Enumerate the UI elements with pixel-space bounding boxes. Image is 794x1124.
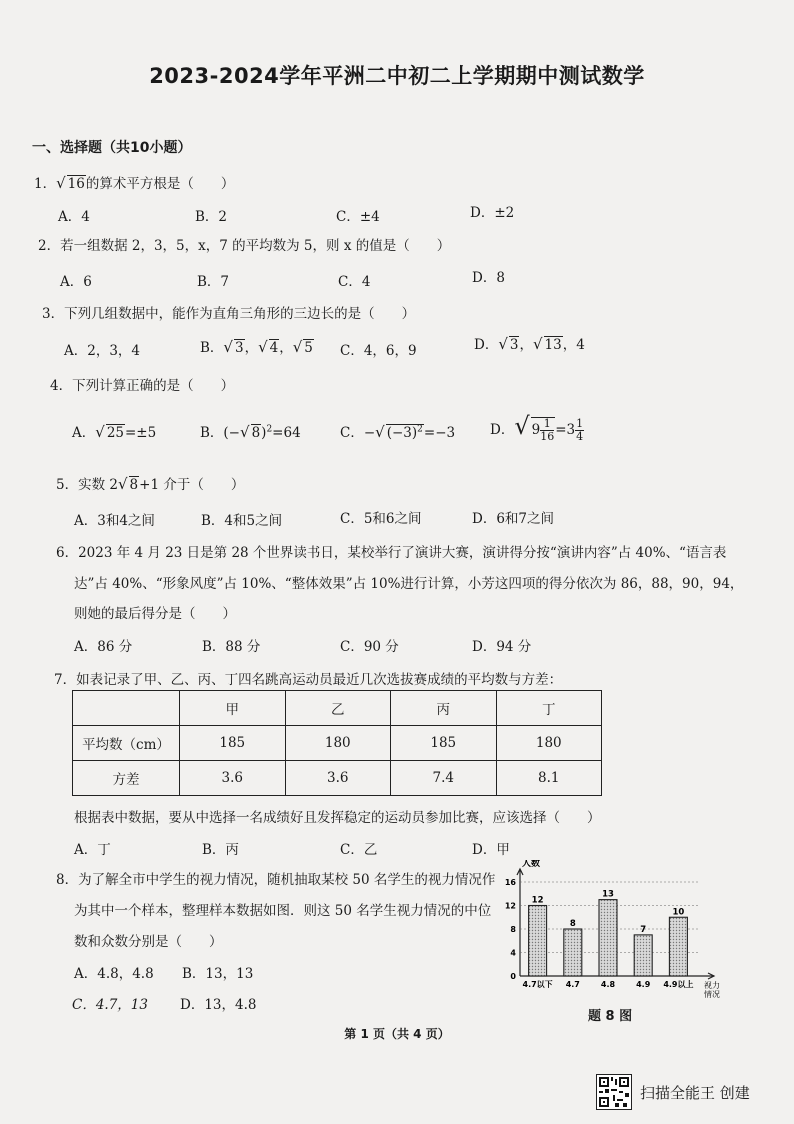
question-3: 3．下列几组数据中，能作为直角三角形的三边长的是（ ） bbox=[42, 306, 416, 322]
bar-data-label: 8 bbox=[569, 919, 576, 929]
question-5: 5．实数 2√ 8+1 介于（ ） bbox=[56, 475, 245, 493]
table-cell: 180 bbox=[496, 726, 602, 761]
table-row bbox=[73, 691, 602, 726]
x-tick-label: 4.7 bbox=[565, 980, 580, 989]
q2-option-d: D．8 bbox=[472, 270, 505, 286]
table-header-cell: 乙 bbox=[285, 691, 391, 726]
q1-option-b: B．2 bbox=[195, 209, 228, 225]
scanner-watermark: 扫描全能王 创建 bbox=[640, 1084, 750, 1102]
q7-option-a: A．丁 bbox=[74, 842, 111, 858]
question-8-line-2: 为其中一个样本，整理样本数据如图．则这 50 名学生视力情况的中位 bbox=[74, 903, 492, 919]
table-row-label: 平均数（cm） bbox=[73, 726, 180, 761]
table-row bbox=[73, 761, 602, 796]
bar-data-label: 7 bbox=[640, 924, 647, 935]
sqrt-symbol: √ bbox=[56, 174, 66, 192]
y-tick-label: 12 bbox=[504, 901, 516, 911]
q7-table bbox=[72, 690, 602, 796]
bar-chart-svg bbox=[498, 860, 730, 1000]
figure-caption: 题 8 图 bbox=[588, 1009, 633, 1024]
q1-option-d: D．±2 bbox=[470, 205, 515, 221]
q8-option-a: A．4.8，4.8 bbox=[74, 966, 154, 982]
page-footer: 第 1 页（共 4 页） bbox=[344, 1027, 450, 1041]
q4-option-d: D．√ 9 $\frac{1}{16}$ =3 $\frac{1}{4}$ bbox=[490, 412, 584, 443]
q4-option-b: B．(−√ 8)$^2$=64 bbox=[200, 423, 301, 441]
table-header-cell: 丙 bbox=[391, 691, 497, 726]
question-7: 7．如表记录了甲、乙、丙、丁四名跳高运动员最近几次选拔赛成绩的平均数与方差： bbox=[54, 672, 563, 688]
table-row-label: 方差 bbox=[73, 761, 180, 796]
q6-option-b: B．88 分 bbox=[202, 639, 261, 655]
table-cell: 185 bbox=[180, 726, 286, 761]
x-tick-label: 4.8 bbox=[600, 980, 616, 989]
table-cell: 185 bbox=[391, 726, 497, 761]
q5-option-d: D．6和7之间 bbox=[472, 511, 555, 527]
q8-option-c: C．4.7，13 bbox=[72, 997, 148, 1013]
bar bbox=[564, 929, 582, 976]
y-tick-label: 0 bbox=[510, 972, 516, 981]
q2-option-b: B．7 bbox=[197, 274, 230, 290]
table-corner-cell bbox=[73, 691, 180, 726]
q3-option-a: A．2，3，4 bbox=[64, 343, 141, 359]
q6-option-a: A．86 分 bbox=[74, 639, 133, 655]
q8-bar-chart bbox=[498, 860, 730, 1000]
table-cell: 7.4 bbox=[391, 761, 497, 796]
q7-option-d: D．甲 bbox=[472, 842, 510, 858]
question-1: 1．√ 16的算术平方根是（ ） bbox=[34, 174, 235, 192]
question-7-followup: 根据表中数据，要从中选择一名成绩好且发挥稳定的运动员参加比赛，应该选择（ ） bbox=[74, 810, 601, 826]
q2-option-a: A．6 bbox=[60, 274, 92, 290]
q4-option-c: C．−√ $(-3)^2=-3$ bbox=[340, 423, 456, 441]
q5-option-c: C．5和6之间 bbox=[340, 511, 422, 527]
q5-option-b: B．4和5之间 bbox=[201, 513, 283, 529]
q8-option-b: B．13，13 bbox=[182, 966, 254, 982]
x-tick-label: 4.7以下 bbox=[522, 980, 553, 989]
bar bbox=[669, 917, 687, 976]
q7-option-c: C．乙 bbox=[340, 842, 378, 858]
y-tick-label: 4 bbox=[510, 948, 516, 958]
bar-data-label: 12 bbox=[531, 895, 544, 906]
question-2: 2．若一组数据 2，3，5，x，7 的平均数为 5，则 x 的值是（ ） bbox=[38, 238, 451, 254]
table-cell: 180 bbox=[285, 726, 391, 761]
q6-option-c: C．90 分 bbox=[340, 639, 399, 655]
q6-option-d: D．94 分 bbox=[472, 639, 532, 655]
q2-option-c: C．4 bbox=[338, 274, 371, 290]
x-tick-label: 4.9 bbox=[636, 980, 651, 989]
bar bbox=[529, 906, 547, 977]
q1-option-a: A．4 bbox=[58, 209, 90, 225]
q3-option-d: D．√ 3，√ 13，4 bbox=[474, 335, 585, 353]
qr-code-icon bbox=[596, 1074, 632, 1110]
question-6-line-3: 则她的最后得分是（ ） bbox=[74, 606, 236, 622]
y-tick-label: 16 bbox=[504, 878, 516, 887]
q3-option-c: C．4，6，9 bbox=[340, 343, 417, 359]
table-cell: 8.1 bbox=[496, 761, 602, 796]
y-tick-label: 8 bbox=[510, 925, 516, 934]
x-axis-label: 视力 bbox=[704, 981, 720, 990]
section-heading: 一、选择题（共10小题） bbox=[32, 140, 192, 156]
y-axis-label: 人数 bbox=[522, 860, 541, 869]
q8-option-d: D．13，4.8 bbox=[180, 997, 257, 1013]
table-header-cell: 丁 bbox=[496, 691, 602, 726]
q3-option-b: B．√ 3，√ 4，√ 5 bbox=[200, 338, 313, 356]
question-8-line-1: 8．为了解全市中学生的视力情况，随机抽取某校 50 名学生的视力情况作 bbox=[56, 872, 496, 888]
q7-option-b: B．丙 bbox=[202, 842, 239, 858]
table-cell: 3.6 bbox=[180, 761, 286, 796]
table-cell: 3.6 bbox=[285, 761, 391, 796]
bar bbox=[599, 900, 617, 976]
x-tick-label: 4.9以上 bbox=[663, 980, 694, 989]
question-6-line-2: 达”占 40%、“形象风度”占 10%、“整体效果”占 10%进行计算，小芳这四项的得分依次为 86，88，90，94， bbox=[74, 576, 744, 592]
bar-data-label: 10 bbox=[672, 907, 685, 918]
q4-option-a: A．√ 25=±5 bbox=[72, 423, 157, 441]
q1-option-c: C．±4 bbox=[336, 209, 380, 225]
q5-option-a: A．3和4之间 bbox=[74, 513, 155, 529]
bar bbox=[634, 935, 652, 976]
question-4: 4．下列计算正确的是（ ） bbox=[50, 378, 235, 394]
exam-title: 2023-2024学年平洲二中初二上学期期中测试数学 bbox=[149, 64, 645, 88]
x-axis-label: 情况 bbox=[704, 990, 720, 999]
table-row bbox=[73, 726, 602, 761]
question-8-line-3: 数和众数分别是（ ） bbox=[74, 934, 223, 950]
bar-data-label: 13 bbox=[602, 889, 614, 900]
table-header-cell: 甲 bbox=[180, 691, 286, 726]
question-6-line-1: 6．2023 年 4 月 23 日是第 28 个世界读书日，某校举行了演讲大赛，演讲得分按“演讲内容”占 40%、“语言表 bbox=[56, 545, 727, 561]
